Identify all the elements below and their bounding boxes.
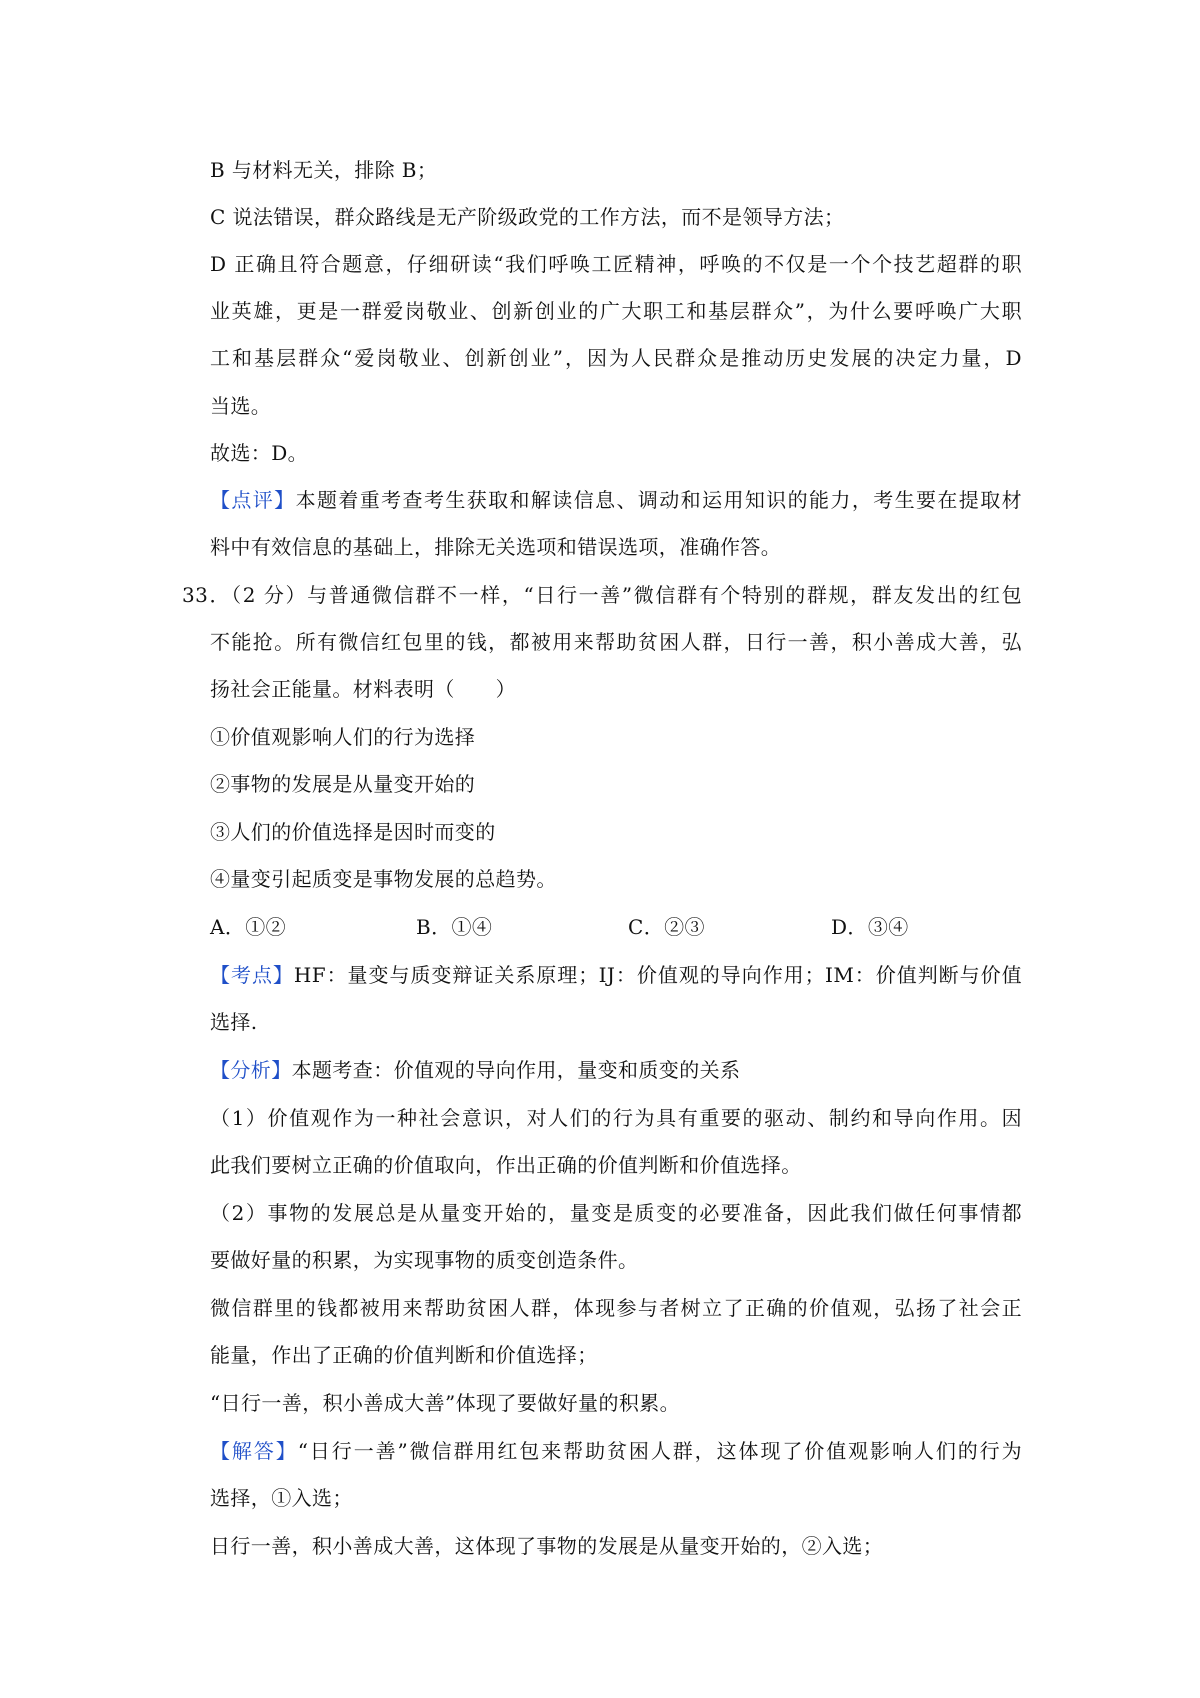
- fenxi-line-6: 微信群里的钱都被用来帮助贫困人群，体现参与者树立了正确的价值观，弘扬了社会正: [210, 1296, 1022, 1320]
- fenxi-line-8: “日行一善，积小善成大善”体现了要做好量的积累。: [210, 1391, 681, 1415]
- comment-line-2: 料中有效信息的基础上，排除无关选项和错误选项，准确作答。: [210, 535, 782, 559]
- fenxi-line-5: 要做好量的积累，为实现事物的质变创造条件。: [210, 1248, 639, 1272]
- option-a: A．①②: [210, 915, 287, 939]
- statement-item-4: ④量变引起质变是事物发展的总趋势。: [210, 867, 557, 891]
- fenxi-line-3: 此我们要树立正确的价值取向，作出正确的价值判断和价值选择。: [210, 1153, 802, 1177]
- statement-item-3: ③人们的价值选择是因时而变的: [210, 820, 496, 844]
- question-stem-3: 扬社会正能量。材料表明（ ）: [210, 677, 516, 701]
- fenxi-tag: 【分析】: [210, 1058, 292, 1082]
- option-c: C．②③: [628, 915, 705, 939]
- fenxi-text-1: 本题考查：价值观的导向作用，量变和质变的关系: [291, 1058, 741, 1082]
- kaodian-line-2: 选择.: [210, 1010, 258, 1034]
- fenxi-line-7: 能量，作出了正确的价值判断和价值选择；: [210, 1343, 598, 1367]
- jieda-line-2: 选择，①入选；: [210, 1486, 353, 1510]
- analysis-line-d2: 业英雄，更是一群爱岗敬业、创新创业的广大职工和基层群众”，为什么要呼唤广大职: [210, 299, 1022, 323]
- fenxi-line-1: [210, 1056, 740, 1084]
- fenxi-line-4: （2）事物的发展总是从量变开始的，量变是质变的必要准备，因此我们做任何事情都: [210, 1201, 1022, 1225]
- statement-item-1: ①价值观影响人们的行为选择: [210, 725, 476, 749]
- option-d: D．③④: [831, 915, 909, 939]
- option-b: B．①④: [416, 915, 493, 939]
- analysis-line-d3: 工和基层群众“爱岗敬业、创新创业”，因为人民群众是推动历史发展的决定力量，D: [210, 346, 1022, 370]
- question-stem-2: 不能抢。所有微信红包里的钱，都被用来帮助贫困人群，日行一善，积小善成大善，弘: [210, 630, 1022, 654]
- jieda-line-3: 日行一善，积小善成大善，这体现了事物的发展是从量变开始的，②入选；: [210, 1534, 884, 1558]
- statement-item-2: ②事物的发展是从量变开始的: [210, 772, 476, 796]
- jieda-line-1: [210, 1437, 1022, 1465]
- kaodian-line-1: [210, 961, 1022, 989]
- jieda-text-1: “日行一善”微信群用红包来帮助贫困人群，这体现了价值观影响人们的行为: [297, 1439, 1022, 1463]
- comment-line-1: [210, 486, 1022, 514]
- analysis-line-c: C 说法错误，群众路线是无产阶级政党的工作方法，而不是领导方法；: [210, 205, 845, 229]
- kaodian-text-1: HF：量变与质变辩证关系原理；IJ：价值观的导向作用；IM：价值判断与价值: [293, 963, 1022, 987]
- fenxi-line-2: （1）价值观作为一种社会意识，对人们的行为具有重要的驱动、制约和导向作用。因: [210, 1106, 1022, 1130]
- question-stem-1: 33．（2 分）与普通微信群不一样，“日行一善”微信群有个特别的群规，群友发出的红包: [182, 583, 1022, 607]
- analysis-line-d1: D 正确且符合题意，仔细研读“我们呼唤工匠精神，呼唤的不仅是一个个技艺超群的职: [210, 252, 1022, 276]
- comment-tag: 【点评】: [210, 488, 296, 512]
- analysis-line-b: B 与材料无关，排除 B；: [210, 158, 438, 182]
- jieda-tag: 【解答】: [210, 1439, 298, 1463]
- comment-text-1: 本题着重考查考生获取和解读信息、调动和运用知识的能力，考生要在提取材: [295, 488, 1022, 512]
- analysis-line-d4: 当选。: [210, 394, 272, 418]
- answer-line: 故选：D。: [210, 441, 309, 465]
- kaodian-tag: 【考点】: [210, 963, 294, 987]
